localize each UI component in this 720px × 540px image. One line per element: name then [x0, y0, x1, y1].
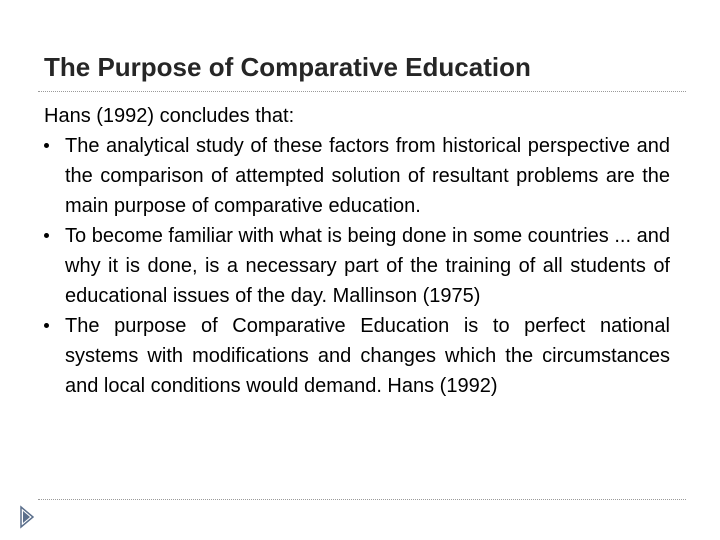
footer-divider [38, 499, 686, 500]
bullet-text: The purpose of Comparative Education is to perfect national systems with modifications and changes which the circumstances and local conditions would demand. Hans (1992) [65, 315, 670, 397]
slide-title: The Purpose of Comparative Education [44, 52, 531, 82]
slide-body [44, 101, 670, 401]
bullet-icon [44, 233, 49, 238]
bullet-item [44, 311, 670, 401]
bullet-item [44, 221, 670, 311]
title-divider [38, 91, 686, 92]
bullet-text: The analytical study of these factors from historical perspective and the comparison of attempted solution of resultant problems are the main purpose of comparative education. [65, 135, 670, 217]
bullet-text: To become familiar with what is being done in some countries ... and why it is done, is a necessary part of the training of all students of educational issues of the day. Mallinson (1975) [65, 225, 670, 307]
bullet-icon [44, 143, 49, 148]
triangle-right-icon[interactable] [20, 505, 34, 529]
bullet-item [44, 131, 670, 221]
bullet-icon [44, 323, 49, 328]
intro-text: Hans (1992) concludes that: [44, 105, 295, 127]
bullet-list [44, 131, 670, 401]
